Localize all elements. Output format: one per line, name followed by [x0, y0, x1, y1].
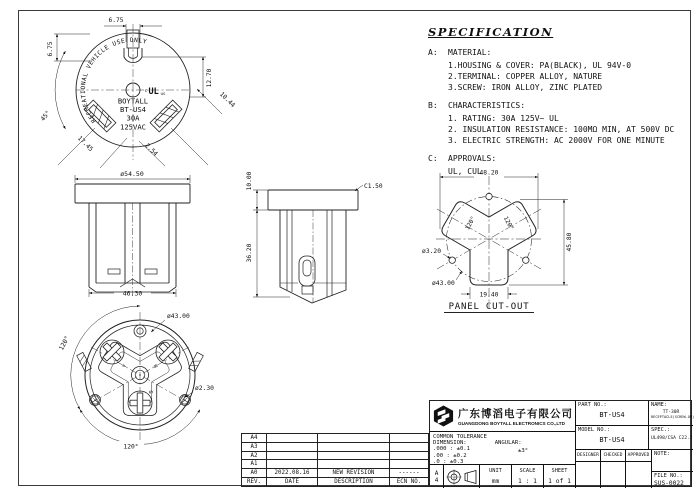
designer-header: DESIGNER — [576, 450, 601, 462]
spec-item: 1.HOUSING & COVER: PA(BLACK), UL 94V-0 — [448, 61, 632, 70]
file-no-label: FILE NO.: — [654, 473, 683, 479]
specification-block — [428, 27, 694, 177]
ecn-cell — [390, 434, 428, 442]
front-rating-text: 30A — [126, 113, 140, 123]
note-label: NOTE: — [654, 451, 670, 457]
specification-title: SPECIFICATION — [428, 25, 554, 39]
terminal-label-left: Y — [121, 363, 129, 370]
ecn-header: ECN NO. — [396, 479, 422, 486]
scale-cell — [512, 465, 544, 488]
spec-section-characteristics — [428, 100, 694, 146]
back-angle-left: 120° — [58, 334, 72, 352]
ul-us-text: us — [160, 91, 166, 96]
note-cell — [652, 450, 693, 472]
model-no-label: MODEL NO.: — [578, 427, 610, 433]
description-header: DESCRIPTION — [318, 478, 390, 486]
file-no-value: SUS-0022 — [654, 480, 684, 487]
date-cell — [267, 443, 318, 451]
name-value-line1: TT-30R — [662, 410, 680, 415]
name-value-line2: RECEPTACLE(SCREW-ON) — [651, 415, 695, 419]
company-logo — [432, 404, 455, 428]
sheet-value: 1 of 1 — [548, 477, 571, 485]
unit-label: UNIT — [489, 468, 502, 475]
cul-us-mark — [145, 87, 166, 97]
sheet-size-letter: A — [434, 469, 439, 477]
part-no-value: BT-US4 — [599, 411, 625, 419]
front-dim-offset: 2.54 — [143, 142, 159, 158]
description-cell — [318, 434, 390, 442]
name-label: NAME: — [651, 402, 667, 408]
front-dim-right: 12.70 — [206, 68, 213, 88]
dimension-label: DIMENSION: — [433, 440, 467, 447]
back-dim-circle: ø43.00 — [167, 313, 190, 320]
description-cell — [318, 443, 390, 451]
cutout-angle-left: 120° — [464, 215, 478, 232]
rev-header: REV. — [242, 478, 267, 486]
terminal-label-right: W — [151, 363, 159, 370]
date-cell — [267, 434, 318, 442]
ul-logo-text: UL — [148, 87, 159, 97]
ul-c-text: c — [144, 89, 148, 94]
spec-value: UL498/CSA C22.2 — [651, 436, 693, 441]
unit-cell — [480, 465, 512, 488]
spec-item: 2. INSULATION RESISTANCE: 100MΩ MIN, AT 500V DC — [448, 125, 675, 134]
back-dim-hole: ø2.30 — [195, 385, 214, 392]
rev-cell: A0 — [242, 469, 267, 477]
company-cell — [430, 401, 576, 432]
front-dim-top: 6.75 — [108, 17, 124, 24]
table-header-row — [242, 477, 428, 486]
tolerance-row: .000 : ±0.1 — [433, 446, 471, 453]
approved-signature-cell — [626, 462, 652, 488]
sheet-label: SHEET — [551, 468, 568, 475]
cutout-dim-hole: ø3.20 — [422, 248, 441, 255]
front-model-text: BT-US4 — [120, 105, 146, 114]
cutout-angle-right: 120° — [501, 215, 515, 232]
revision-table — [241, 433, 429, 487]
ecn-cell — [390, 443, 428, 451]
cutout-dim-height: 45.80 — [566, 232, 573, 252]
front-view — [39, 17, 236, 168]
spec-cell — [649, 426, 693, 450]
company-name-cn: 广东博滔电子有限公司 — [458, 408, 573, 420]
tolerance-cell — [430, 432, 576, 465]
front-arc-textpath: RECREATIONAL VEHICLE USE ONLY — [79, 36, 148, 124]
spec-key-b: B: — [428, 101, 438, 110]
name-cell — [649, 401, 693, 426]
side-dim-width: ø54.50 — [120, 170, 144, 178]
spec-heading-characteristics: CHARACTERISTICS: — [448, 101, 526, 110]
spec-item: 1. RATING: 30A 125V~ UL — [448, 114, 559, 123]
terminal-label-bottom: G — [147, 390, 153, 394]
model-no-cell — [576, 426, 649, 450]
cutout-dim-width: 48.20 — [479, 169, 499, 177]
description-cell — [318, 460, 390, 468]
cutout-dim-stem: 19.40 — [479, 291, 499, 299]
rev-cell: A2 — [242, 452, 267, 460]
approved-header: APPROVED — [626, 450, 652, 462]
tolerance-row: .0 : ±0.3 — [433, 458, 464, 465]
spec-item: 2.TERMINAL: COPPER ALLOY, NATURE — [448, 72, 603, 81]
third-angle-projection-icon — [446, 468, 478, 486]
table-row — [242, 451, 428, 460]
front-brand-text: BOYTALL — [117, 96, 149, 106]
phillips-screw-bottom — [128, 391, 152, 415]
rev-cell: A3 — [242, 443, 267, 451]
ecn-cell — [390, 452, 428, 460]
spec-key-c: C: — [428, 154, 438, 163]
projection-cell — [444, 465, 480, 488]
sheet-size-number: 4 — [434, 476, 439, 484]
angular-value: ±3° — [518, 448, 529, 454]
designer-signature-cell — [576, 462, 601, 488]
spec-item: 3.SCREW: IRON ALLOY, ZINC PLATED — [448, 83, 603, 92]
scale-value: 1 : 1 — [518, 477, 537, 485]
cutout-dim-circle: ø43.00 — [432, 280, 455, 287]
rev-cell: A4 — [242, 434, 267, 442]
scale-label: SCALE — [519, 468, 536, 475]
spec-item: 3. ELECTRIC STRENGTH: AC 2000V FOR ONE MINUTE — [448, 136, 665, 145]
rev-cell: A1 — [242, 460, 267, 468]
back-view — [57, 306, 214, 451]
spec-section-approvals — [428, 153, 694, 177]
angular-label: ANGULAR: — [494, 440, 522, 447]
unit-value: mm — [491, 477, 500, 485]
tolerance-row: .00 : ±0.2 — [433, 452, 467, 459]
profile-dim-chamfer: C1.50 — [364, 183, 383, 190]
profile-dim-body: 36.20 — [246, 243, 253, 263]
side-dim-base: 46.30 — [122, 289, 143, 298]
description-cell — [318, 452, 390, 460]
spec-key-a: A: — [428, 48, 438, 57]
side-view-front — [75, 170, 190, 298]
front-dim-slot: 10.44 — [217, 90, 237, 110]
checked-signature-cell — [601, 462, 626, 488]
spec-heading-material: MATERIAL: — [448, 48, 492, 57]
panel-cutout-label: PANEL CUT-OUT — [448, 302, 530, 312]
description-cell: NEW REVISION — [318, 469, 390, 477]
front-dim-angle: 45° — [39, 109, 53, 123]
part-no-cell — [576, 401, 649, 426]
front-dim-pitch: 17.45 — [75, 134, 95, 154]
ecn-cell: ------ — [398, 470, 420, 477]
company-name-en: GUANGDONG BOYTALL ELECTRONICS CO.,LTD — [458, 421, 565, 426]
table-row — [242, 468, 428, 477]
title-block — [429, 400, 695, 487]
tolerance-title: COMMON TOLERANCE — [433, 434, 487, 440]
side-view-profile — [246, 171, 383, 303]
part-no-label: PART NO.: — [578, 402, 607, 408]
profile-dim-cap: 10.00 — [246, 171, 253, 191]
table-row — [242, 434, 428, 442]
checked-header: CHECKED — [601, 450, 626, 462]
date-header: DATE — [267, 478, 318, 486]
back-angle-bottom: 120° — [123, 443, 139, 451]
file-no-cell — [652, 472, 693, 488]
table-row — [242, 459, 428, 468]
front-dim-left: 6.75 — [47, 41, 54, 57]
model-no-value: BT-US4 — [599, 436, 625, 444]
spec-section-material — [428, 47, 694, 93]
ecn-cell — [390, 460, 428, 468]
sheet-cell — [544, 465, 576, 488]
sheet-size-cell — [430, 465, 444, 488]
date-cell: 2022.08.16 — [267, 469, 318, 477]
panel-cutout-view — [422, 170, 573, 313]
date-cell — [267, 460, 318, 468]
front-voltage-text: 125VAC — [120, 122, 146, 132]
table-row — [242, 442, 428, 451]
spec-heading-approvals: APPROVALS: — [448, 154, 497, 163]
spec-item: UL, CUL — [448, 167, 482, 176]
spec-label: SPEC.: — [651, 427, 671, 433]
date-cell — [267, 452, 318, 460]
